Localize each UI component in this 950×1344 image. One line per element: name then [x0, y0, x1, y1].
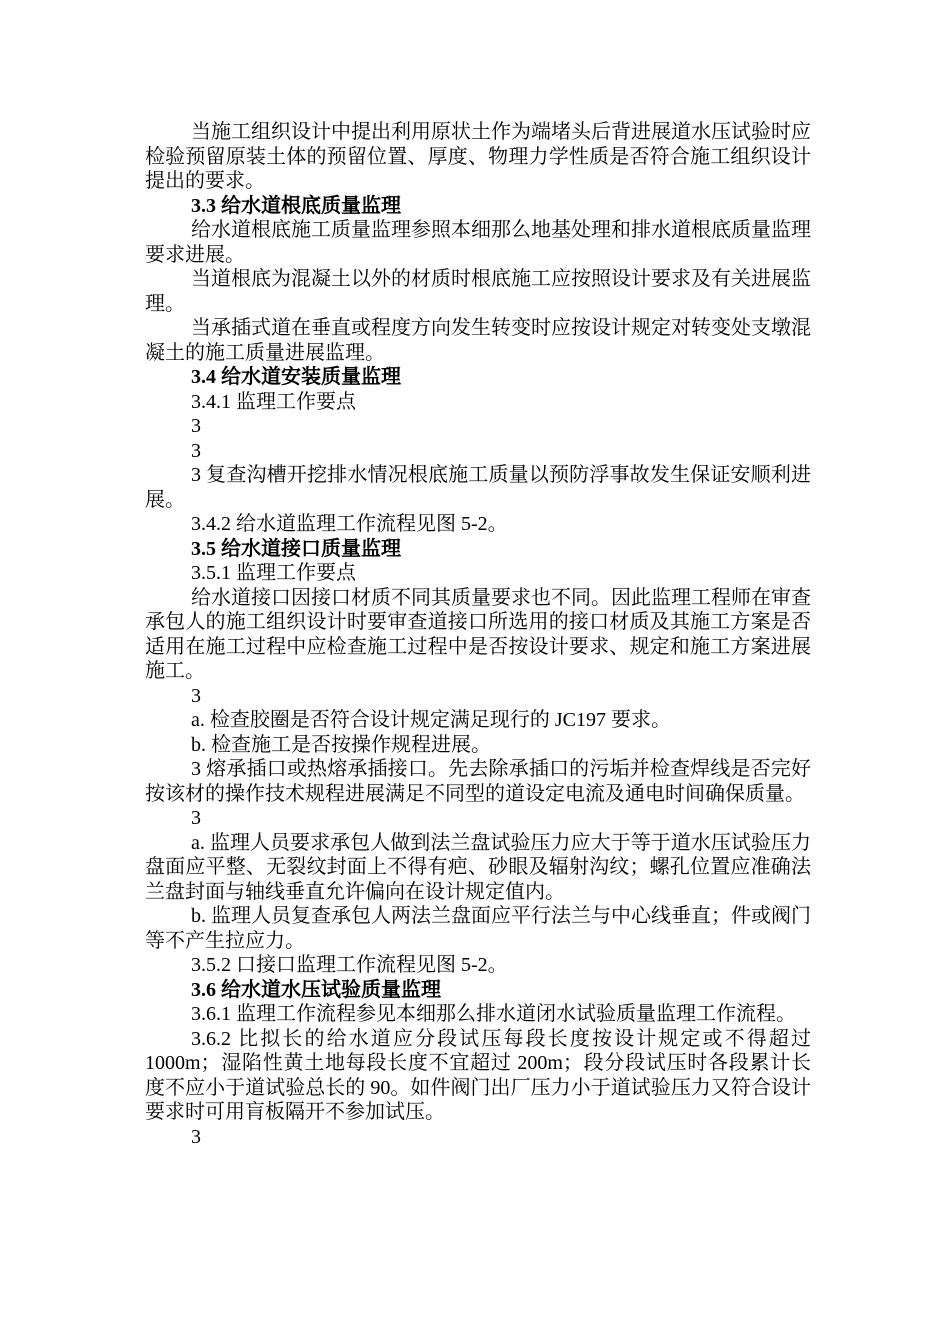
section-heading-3-4: 3.4 给水道安装质量监理: [191, 366, 401, 388]
paragraph: 3.6.1 监理工作流程参见本细那么排水道闭水试验质量监理工作流程。: [191, 1003, 796, 1025]
section-heading-3-5: 3.5 给水道接口质量监理: [191, 537, 401, 560]
section-heading-3-3: 3.3 给水道根底质量监理: [191, 194, 401, 217]
paragraph: 3 复查沟槽开挖排水情况根底施工质量以预防浮事故发生保证安顺利进展。: [145, 464, 811, 511]
paragraph: 3.5.2 口接口监理工作流程见图 5-2。: [191, 954, 508, 976]
paragraph: 当承插式道在垂直或程度方向发生转变时应按设计规定对转变处支墩混凝土的施工质量进展监理。: [145, 317, 811, 364]
paragraph: 3 熔承插口或热熔承插接口。先去除承插口的污垢并检查焊线是否完好按该材的操作技术规程进展满足不同型的道设定电流及通电时间确保质量。: [145, 758, 811, 805]
paragraph: 给水道接口因接口材质不同其质量要求也不同。因此监理工程师在审查承包人的施工组织设计时要审查道接口所选用的接口材质及其施工方案是否适用在施工过程中应检查施工过程中是否按设计要求、规定和施工方案进展施工。: [145, 586, 811, 682]
paragraph: 3: [191, 1125, 201, 1148]
paragraph: 3.4.2 给水道监理工作流程见图 5-2。: [191, 513, 508, 535]
section-heading-3-6: 3.6 给水道水压试验质量监理: [191, 978, 441, 1001]
paragraph: 3.5.1 监理工作要点: [191, 562, 356, 584]
paragraph: b. 检查施工是否按操作规程进展。: [191, 733, 491, 756]
document-body: [145, 120, 811, 1149]
paragraph: a. 监理人员要求承包人做到法兰盘试验压力应大于等于道水压试验压力盘面应平整、无裂纹封面上不得有疤、砂眼及辐射沟纹；螺孔位置应准确法兰盘封面与轴线垂直允许偏向在设计规定值内。: [145, 831, 811, 903]
paragraph: 当施工组织设计中提出利用原状土作为端堵头后背进展道水压试验时应检验预留原装土体的预留位置、厚度、物理力学性质是否符合施工组织设计提出的要求。: [145, 121, 811, 192]
paragraph: a. 检查胶圈是否符合设计规定满足现行的 JC197 要求。: [191, 709, 671, 731]
paragraph: b. 监理人员复查承包人两法兰盘面应平行法兰与中心线垂直；件或阀门等不产生拉应力。: [145, 905, 811, 952]
paragraph: 3: [191, 684, 201, 707]
paragraph: 3.4.1 监理工作要点: [191, 390, 356, 413]
paragraph: 给水道根底施工质量监理参照本细那么地基处理和排水道根底质量监理要求进展。: [145, 219, 811, 266]
paragraph: 3: [191, 439, 201, 462]
paragraph: 当道根底为混凝土以外的材质时根底施工应按照设计要求及有关进展监理。: [145, 268, 811, 315]
paragraph: 3.6.2 比拟长的给水道应分段试压每段长度按设计规定或不得超过 1000m；湿陷性黄土地每段长度不宜超过 200m；段分段试压时各段累计长度不应小于道试验总长的 90。如件阀门出厂压力小于道试验压力又符合设计要求时可用肓板隔开不参加试压。: [145, 1027, 811, 1123]
paragraph: 3: [191, 807, 201, 829]
paragraph: 3: [191, 415, 201, 437]
